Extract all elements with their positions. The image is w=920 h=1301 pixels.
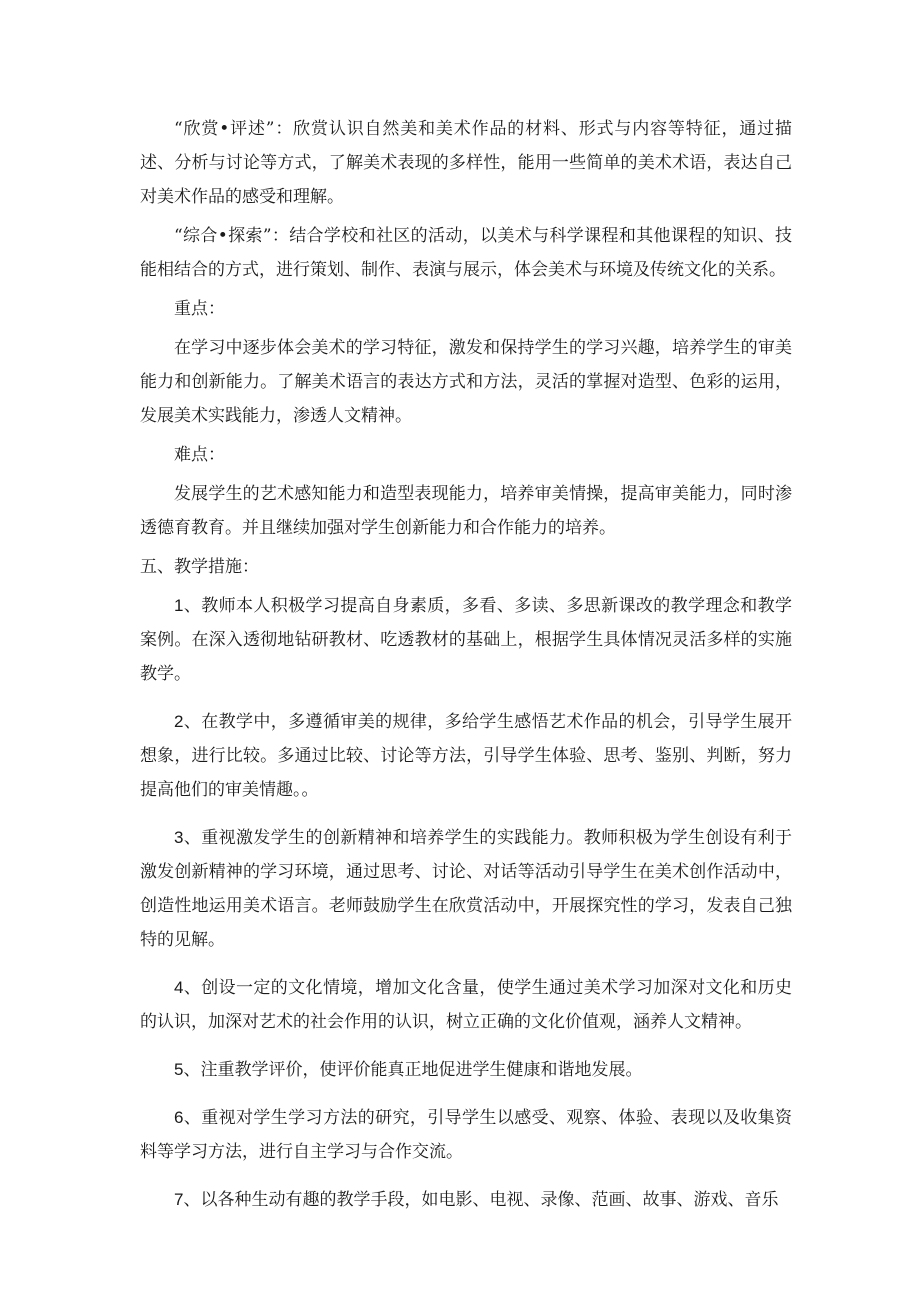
document-body (140, 112, 792, 1217)
paragraph-key-points: 在学习中逐步体会美术的学习特征，激发和保持学生的学习兴趣，培养学生的审美能力和创新能力。了解美术语言的表达方式和方法，灵活的掌握对造型、色彩的运用，发展美术实践能力，渗透人文精神。 (140, 338, 792, 426)
difficulties-heading: 难点： (174, 445, 225, 465)
section-heading-teaching-measures: 五、教学措施： (140, 557, 259, 577)
paragraph-synthesis: “综合•探索”：结合学校和社区的活动，以美术与科学课程和其他课程的知识、技能相结合的方式，进行策划、制作、表演与展示，体会美术与环境及传统文化的关系。 (140, 226, 792, 280)
measure-item (140, 971, 792, 1039)
measure-item (140, 589, 792, 691)
measure-item (140, 1183, 792, 1217)
measure-text: 、重视激发学生的创新精神和培养学生的实践能力。教师积极为学生创设有利于激发创新精神的学习环境，通过思考、讨论、对话等活动引导学生在美术创作活动中，创造性地运用美术语言。老师鼓励学生在欣赏活动中，开展探究性的学习，发表自己独特的见解。 (140, 828, 792, 950)
paragraph-difficulties: 发展学生的艺术感知能力和造型表现能力，培养审美情操，提高审美能力，同时渗透德育教育。并且继续加强对学生创新能力和合作能力的培养。 (140, 484, 792, 538)
measure-text: 、注重教学评价，使评价能真正地促进学生健康和谐地发展。 (183, 1060, 643, 1080)
measure-number: 7 (174, 1190, 184, 1209)
measure-item (140, 1101, 792, 1169)
key-points-heading: 重点： (174, 299, 225, 319)
measure-text: 、教师本人积极学习提高自身素质，多看、多读、多思新课改的教学理念和教学案例。在深入透彻地钻研教材、吃透教材的基础上，根据学生具体情况灵活多样的实施教学。 (140, 596, 792, 684)
measure-text: 、在教学中，多遵循审美的规律，多给学生感悟艺术作品的机会，引导学生展开想象，进行比较。多通过比较、讨论等方法，引导学生体验、思考、鉴别、判断，努力提高他们的审美情趣。。 (140, 712, 792, 800)
paragraph-appreciation: “欣赏•评述”：欣赏认识自然美和美术作品的材料、形式与内容等特征，通过描述、分析与讨论等方式，了解美术表现的多样性，能用一些简单的美术术语，表达自己对美术作品的感受和理解。 (140, 119, 792, 207)
measure-number: 1 (174, 596, 184, 615)
measure-item (140, 1053, 792, 1087)
measure-text: 、创设一定的文化情境，增加文化含量，使学生通过美术学习加深对文化和历史的认识，加深对艺术的社会作用的认识，树立正确的文化价值观，涵养人文精神。 (140, 978, 792, 1032)
measure-number: 3 (174, 828, 184, 847)
measure-number: 6 (174, 1108, 184, 1127)
measure-number: 2 (174, 712, 184, 731)
measure-text: 、以各种生动有趣的教学手段，如电影、电视、录像、范画、故事、游戏、音乐 (183, 1190, 779, 1210)
measure-number: 4 (174, 978, 184, 997)
measure-item (140, 705, 792, 807)
measure-item (140, 821, 792, 957)
measure-text: 、重视对学生学习方法的研究，引导学生以感受、观察、体验、表现以及收集资料等学习方法，进行自主学习与合作交流。 (140, 1108, 792, 1162)
measure-number: 5 (174, 1060, 184, 1079)
